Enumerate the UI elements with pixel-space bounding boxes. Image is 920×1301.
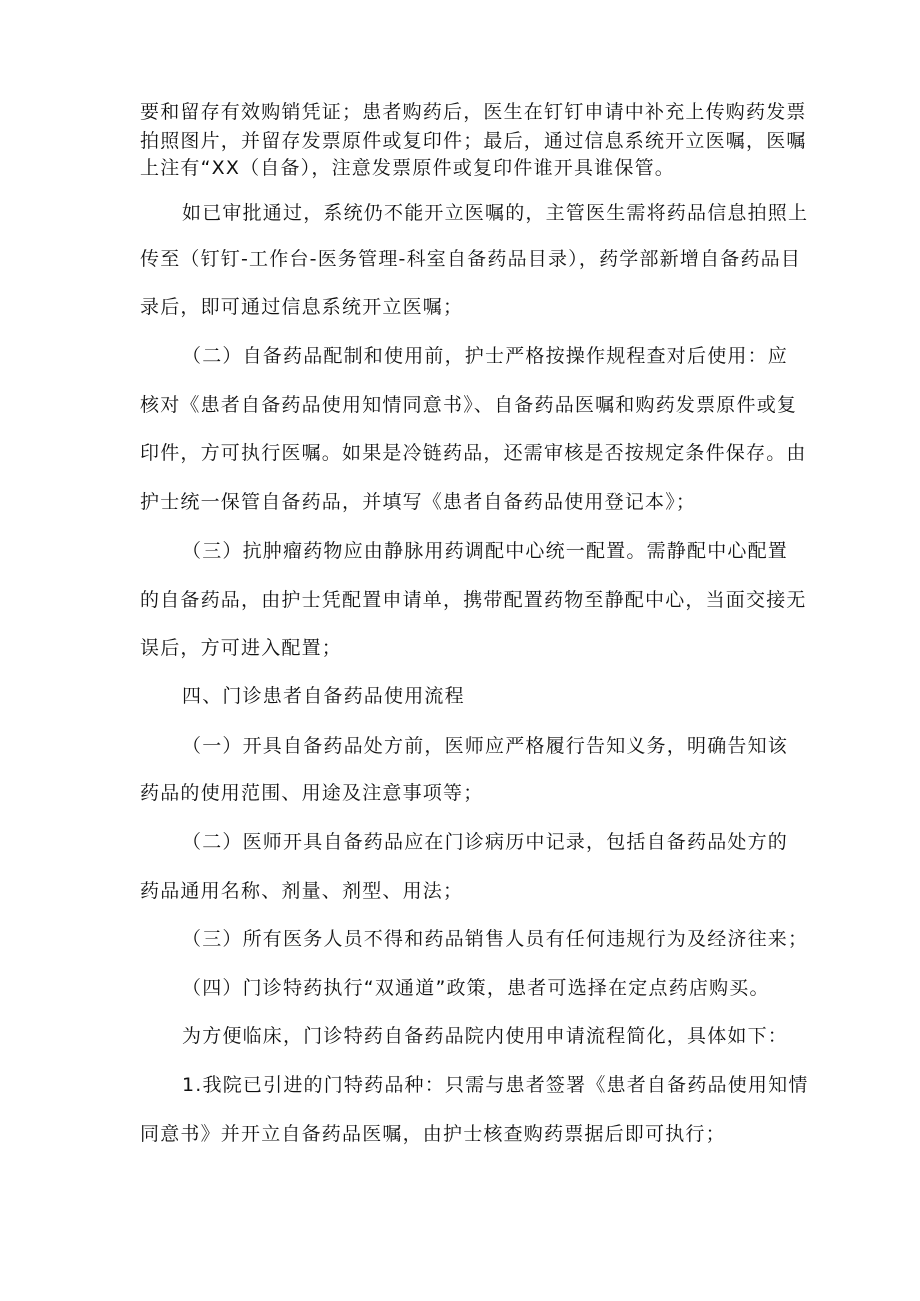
- line-17: （二）医师开具自备药品应在门诊病历中记录，包括自备药品处方的: [182, 831, 789, 853]
- line-2: 拍照图片，并留存发票原件或复印件；最后，通过信息系统开立医嘱，医嘱: [140, 130, 807, 152]
- line-16: 药品的使用范围、用途及注意事项等；: [140, 782, 484, 804]
- line-7: （二）自备药品配制和使用前，护士严格按操作规程查对后使用：应: [182, 345, 789, 367]
- line-1: 要和留存有效购销凭证；患者购药后，医生在钉钉申请中补充上传购药发票: [140, 101, 807, 123]
- line-6: 录后，即可通过信息系统开立医嘱；: [140, 296, 464, 318]
- line-8: 核对《患者自备药品使用知情同意书》、自备药品医嘱和购药发票原件或复: [140, 394, 798, 416]
- line-21: 为方便临床，门诊特药自备药品院内使用申请流程简化，具体如下：: [182, 1025, 789, 1047]
- line-4: 如已审批通过，系统仍不能开立医嘱的，主管医生需将药品信息拍照上: [182, 202, 809, 224]
- line-22: 1.我院已引进的门特药品种：只需与患者签署《患者自备药品使用知情: [182, 1074, 809, 1096]
- line-19: （三）所有医务人员不得和药品销售人员有任何违规行为及经济往来；: [182, 928, 809, 950]
- line-15: （一）开具自备药品处方前，医师应严格履行告知义务，明确告知该: [182, 735, 789, 757]
- line-13: 误后，方可进入配置；: [140, 637, 343, 659]
- section-heading: 四、门诊患者自备药品使用流程: [182, 685, 465, 707]
- line-9: 印件，方可执行医嘱。如果是冷链药品，还需审核是否按规定条件保存。由: [140, 442, 807, 464]
- line-3: 上注有“XX（自备），注意发票原件或复印件谁开具谁保管。: [140, 157, 675, 179]
- line-23: 同意书》并开立自备药品医嘱，由护士核查购药票据后即可执行；: [140, 1123, 726, 1145]
- line-20: （四）门诊特药执行“双通道”政策，患者可选择在定点药店购买。: [182, 977, 770, 999]
- line-10: 护士统一保管自备药品，并填写《患者自备药品使用登记本》；: [140, 491, 697, 513]
- line-5: 传至（钉钉-工作台-医务管理-科室自备药品目录），药学部新增自备药品目: [140, 248, 802, 270]
- line-12: 的自备药品，由护士凭配置申请单，携带配置药物至静配中心，当面交接无: [140, 589, 807, 611]
- line-18: 药品通用名称、剂量、剂型、用法；: [140, 880, 464, 902]
- line-11: （三）抗肿瘤药物应由静脉用药调配中心统一配置。需静配中心配置: [182, 540, 789, 562]
